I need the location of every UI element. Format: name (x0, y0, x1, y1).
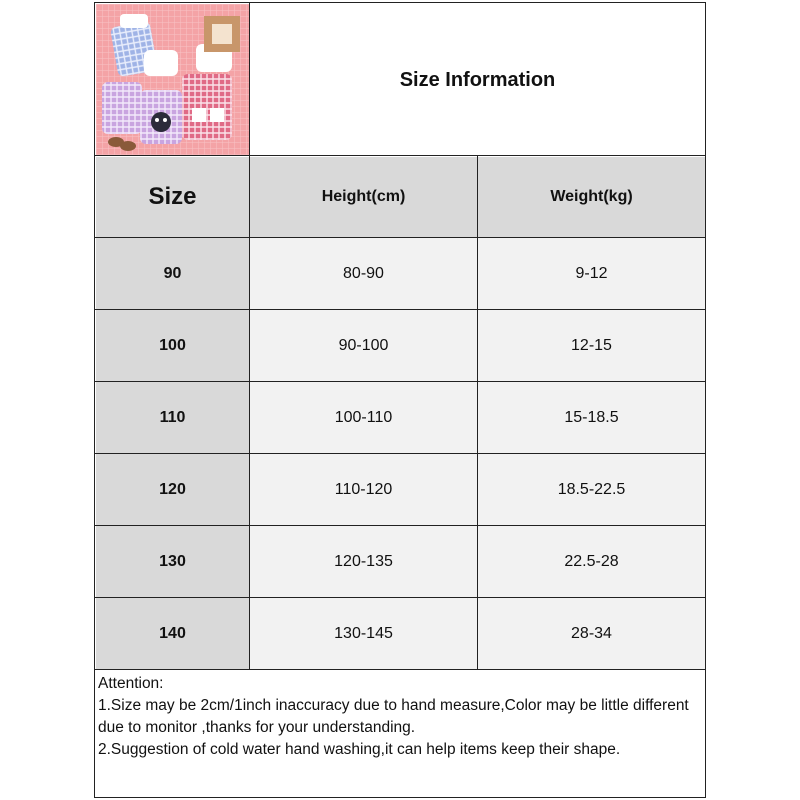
size-cell: 90 (96, 238, 249, 309)
product-photo-dresses-icon (96, 4, 249, 156)
height-cell: 80-90 (250, 238, 477, 309)
page-title: Size Information (399, 68, 556, 91)
height-cell: 90-100 (250, 310, 477, 381)
grid-line (95, 381, 705, 382)
size-cell: 120 (96, 454, 249, 525)
size-cell: 110 (96, 382, 249, 453)
header-weight: Weight(kg) (478, 157, 705, 237)
grid-line (95, 309, 705, 310)
height-cell: 120-135 (250, 526, 477, 597)
weight-cell: 9-12 (478, 238, 705, 309)
weight-cell: 15-18.5 (478, 382, 705, 453)
grid-line (95, 453, 705, 454)
attention-notes (98, 673, 702, 761)
height-cell: 130-145 (250, 598, 477, 669)
weight-cell: 22.5-28 (478, 526, 705, 597)
header-size: Size (96, 157, 249, 237)
header-height: Height(cm) (250, 157, 477, 237)
height-cell: 100-110 (250, 382, 477, 453)
height-cell: 110-120 (250, 454, 477, 525)
size-cell: 130 (96, 526, 249, 597)
grid-line (95, 525, 705, 526)
note-line-1: 1.Size may be 2cm/1inch inaccuracy due to hand measure,Color may be little different due to monitor ,thanks for your understanding. (98, 697, 689, 736)
weight-cell: 28-34 (478, 598, 705, 669)
grid-line (249, 3, 250, 670)
grid-line (477, 156, 478, 670)
grid-line (95, 237, 705, 238)
attention-heading: Attention: (98, 675, 164, 692)
note-line-2: 2.Suggestion of cold water hand washing,it can help items keep their shape. (98, 741, 621, 758)
grid-line (95, 597, 705, 598)
product-photo (96, 4, 249, 156)
size-chart (94, 2, 706, 798)
weight-cell: 12-15 (478, 310, 705, 381)
grid-line (95, 155, 705, 156)
grid-line (95, 669, 705, 670)
size-cell: 140 (96, 598, 249, 669)
size-cell: 100 (96, 310, 249, 381)
weight-cell: 18.5-22.5 (478, 454, 705, 525)
